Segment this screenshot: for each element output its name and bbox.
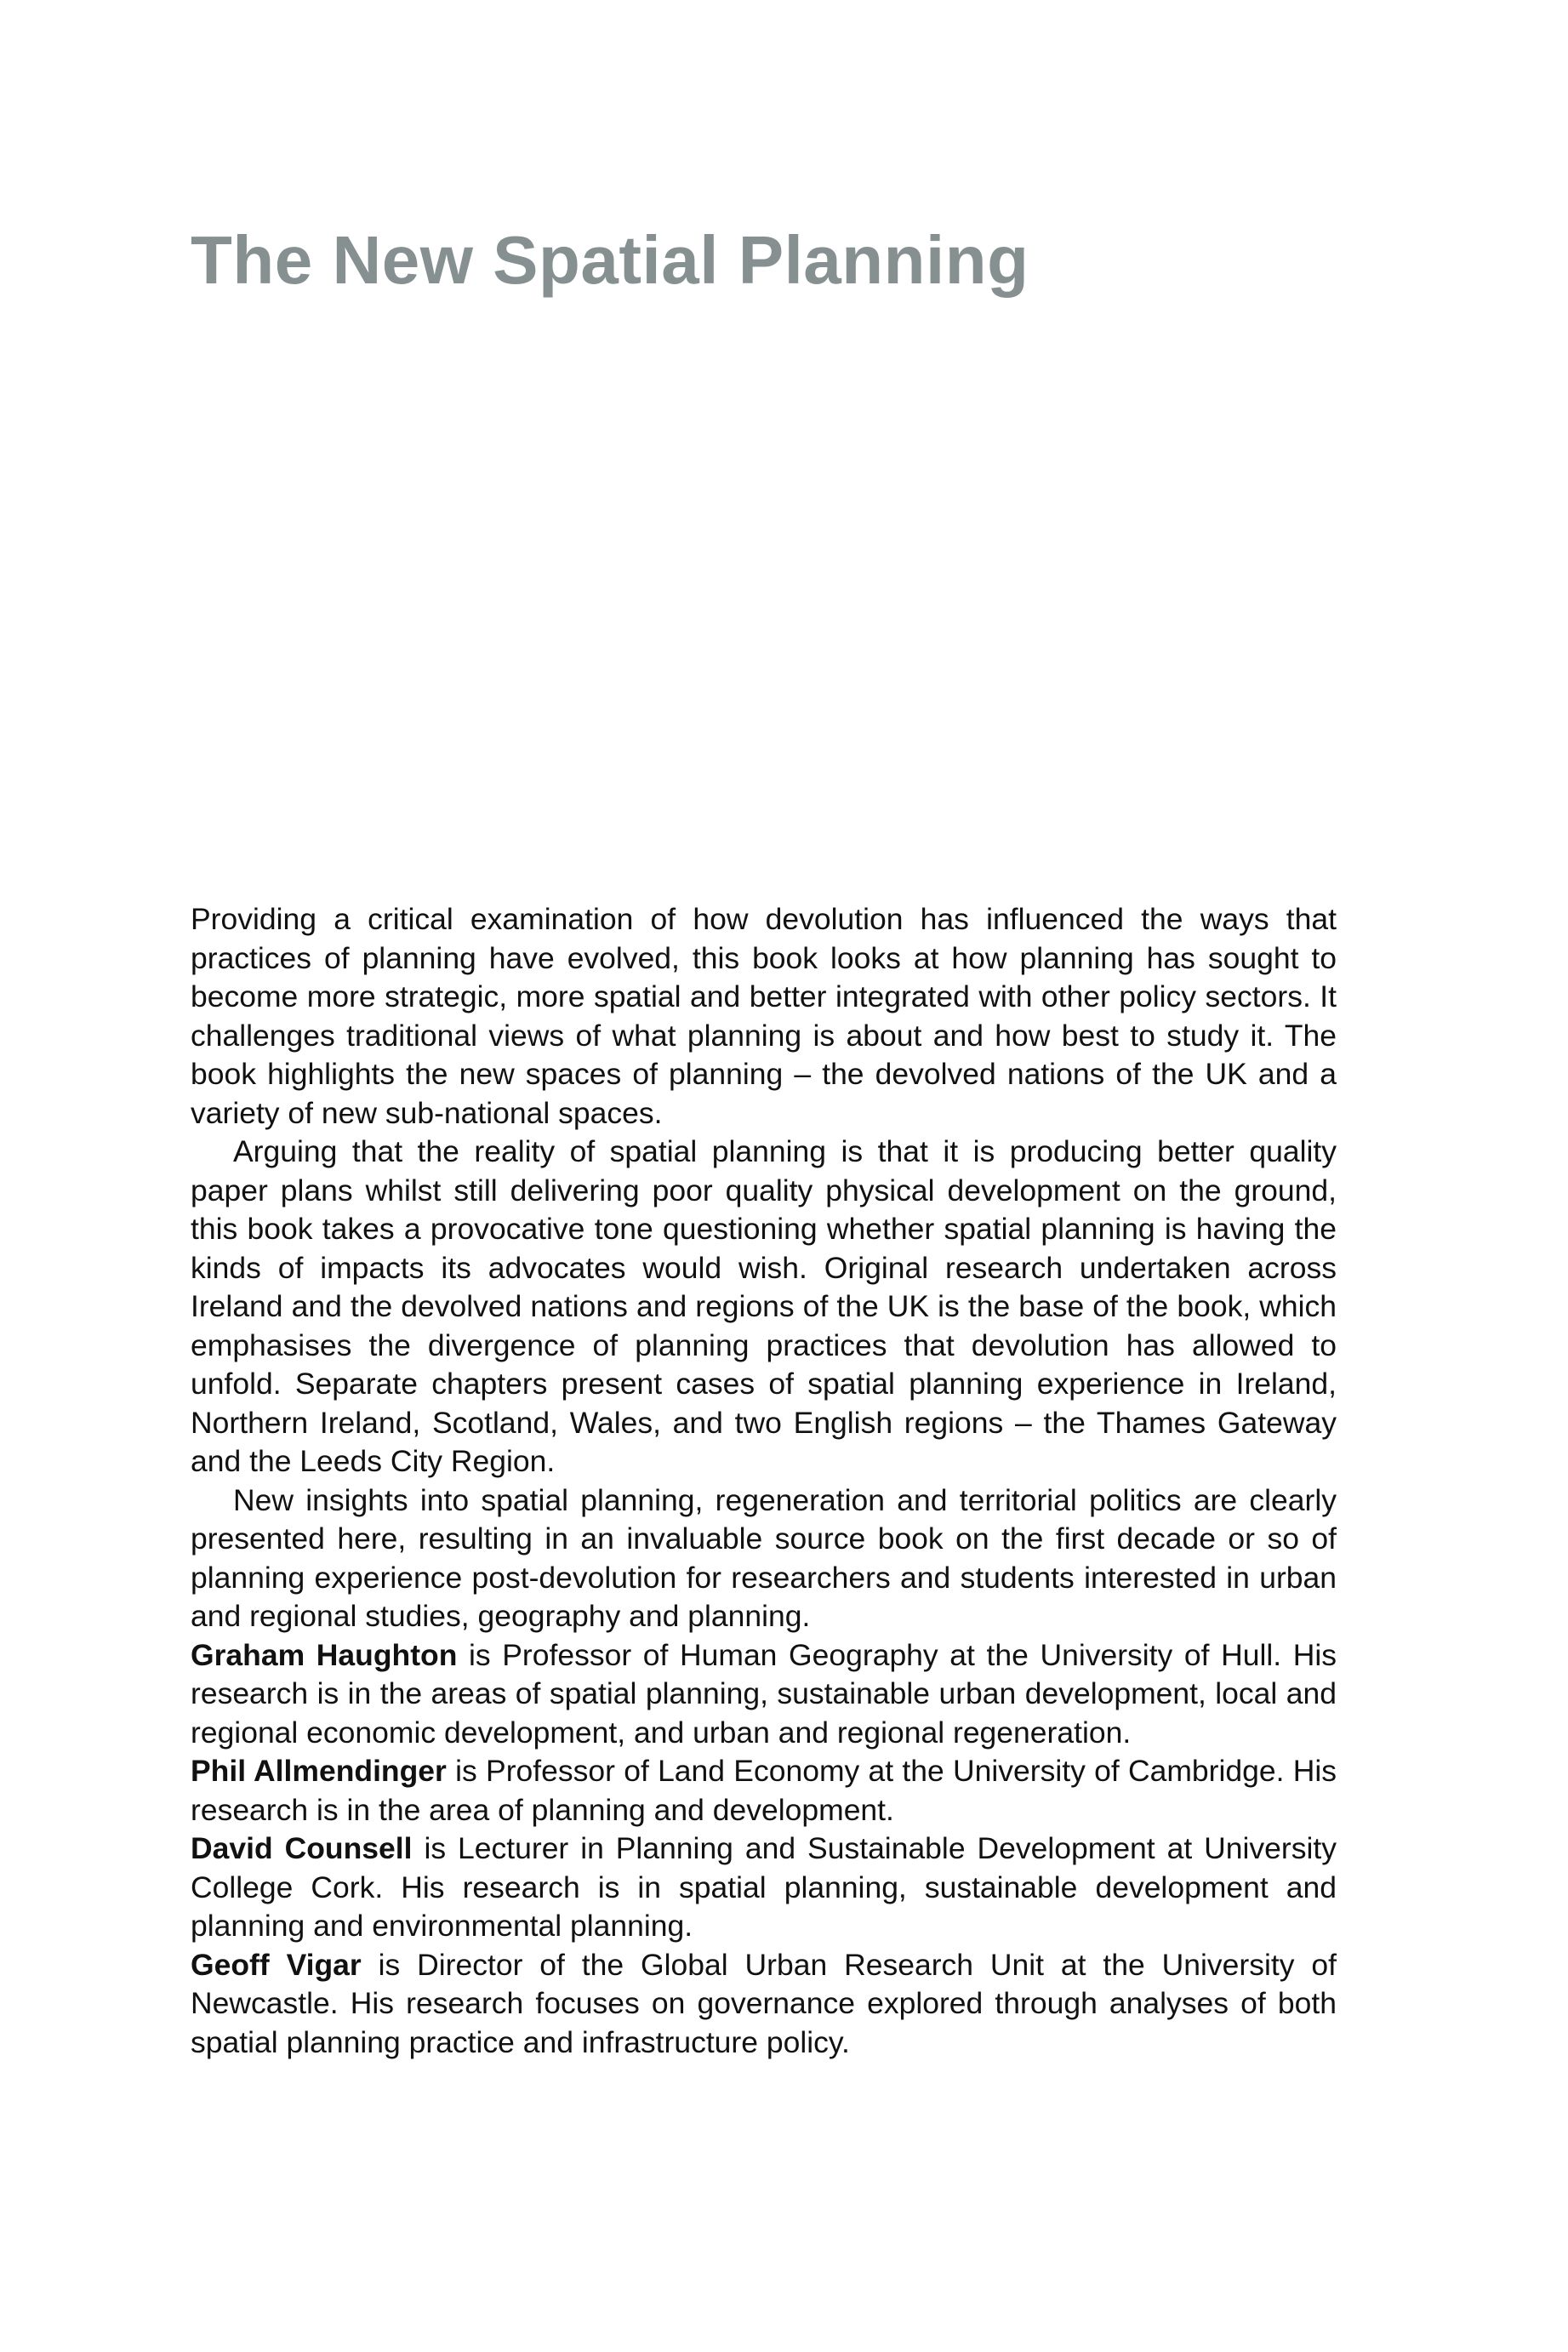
- author-name: Graham Haughton: [191, 1637, 458, 1672]
- book-blurb: [191, 900, 1337, 1636]
- author-name: David Counsell: [191, 1831, 413, 1865]
- author-bio-text: is Professor of Land Economy at the University of Cambridge. His research is in the area of planning and development.: [191, 1754, 1337, 1827]
- blurb-paragraph: New insights into spatial planning, regeneration and territorial politics are clearly presented here, resulting in an invaluable source book on the first decade or so of planning experience post-devolution for researchers and students interested in urban and regional studies, geography and planning.: [191, 1482, 1337, 1633]
- author-bio-text: is Professor of Human Geography at the University of Hull. His research is in the areas of spatial planning, sustainable urban development, local and regional economic development, and urban and regional regeneration.: [191, 1637, 1337, 1750]
- author-bio-text: is Director of the Global Urban Research Unit at the University of Newcastle. His research focuses on governance explored through analyses of both spatial planning practice and infrastructure policy.: [191, 1947, 1337, 2059]
- blurb-paragraph: Providing a critical examination of how devolution has influenced the ways that practices of planning have evolved, this book looks at how planning has sought to become more strategic, more spatial and better integrated with other policy sectors. It challenges traditional views of what planning is about and how best to study it. The book highlights the new spaces of planning – the devolved nations of the UK and a variety of new sub-national spaces.: [191, 902, 1337, 1130]
- back-cover-text: [191, 900, 1337, 2062]
- author-bio-text: is Lecturer in Planning and Sustainable Development at University College Cork. His research is in spatial planning, sustainable development and planning and environmental planning.: [191, 1831, 1337, 1943]
- blurb-paragraph: Arguing that the reality of spatial planning is that it is producing better quality paper plans whilst still delivering poor quality physical development on the ground, this book takes a provocative tone questioning whether spatial planning is having the kinds of impacts its advocates would wish. Original research undertaken across Ireland and the devolved nations and regions of the UK is the base of the book, which emphasises the divergence of planning practices that devolution has allowed to unfold. Separate chapters present cases of spatial planning experience in Ireland, Northern Ireland, Scotland, Wales, and two English regions – the Thames Gateway and the Leeds City Region.: [191, 1134, 1337, 1478]
- author-bio-haughton: [191, 1636, 1337, 1753]
- author-bio-vigar: [191, 1946, 1337, 2063]
- page-title: The New Spatial Planning: [191, 222, 1029, 298]
- author-bio-allmendinger: [191, 1752, 1337, 1830]
- author-bio-counsell: [191, 1830, 1337, 1946]
- author-name: Phil Allmendinger: [191, 1754, 447, 1788]
- author-name: Geoff Vigar: [191, 1947, 362, 1982]
